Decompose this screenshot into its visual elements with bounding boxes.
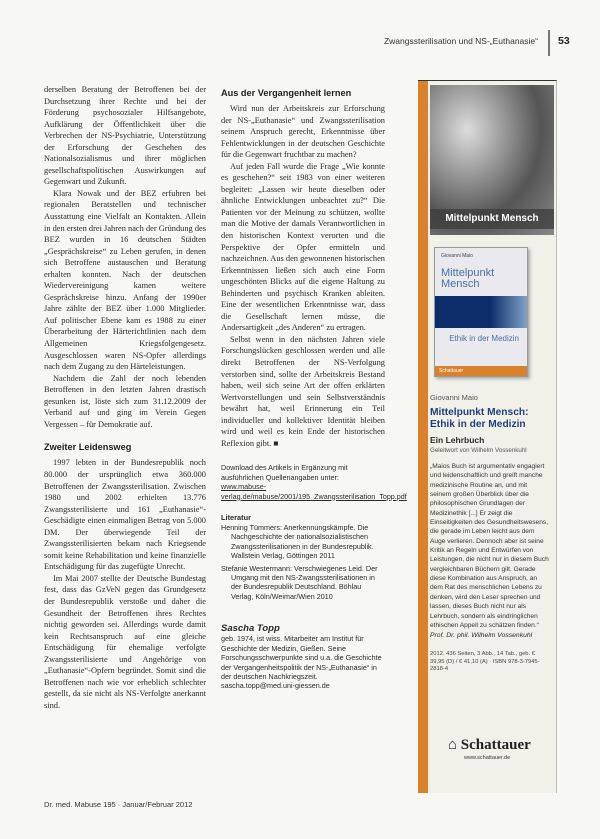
book-advertisement	[418, 80, 557, 793]
note-text: Download des Artikels in Ergänzung mit ausführlichen Quellenangaben unter:	[221, 463, 348, 482]
house-icon: ⌂	[448, 737, 458, 753]
ad-foreword: Geleitwort von Wilhelm Vossenkuhl	[430, 447, 527, 454]
ad-author: Giovanni Maio	[430, 393, 478, 402]
ad-subtitle: Ein Lehrbuch	[430, 435, 485, 445]
literature-item: Stefanie Westermann: Verschwiegenes Leid. Der Umgang mit den NS-Zwangssterilisationen in der Bundesrepublik Deutschland. Böhlau Verlag, Köln/Weimar/Wien 2010	[221, 563, 378, 601]
cover-author: Giovanni Maio	[441, 253, 473, 259]
bio-text: geb. 1974, ist wiss. Mitarbeiter am Institut für Geschichte der Medizin, Gießen. Seine Forschungsschwerpunkte sind u.a. die Geschichte der Vergangenheitspolitik der NS-„Euthanasie“ in der deutschen Nachkriegszeit.	[221, 634, 382, 681]
download-note	[221, 463, 407, 501]
publisher-url[interactable]: www.schattauer.de	[464, 755, 511, 761]
section-heading: Aus der Vergangenheit lernen	[221, 88, 352, 98]
logo-text: Schattauer	[460, 737, 531, 753]
download-link[interactable]: www.mabuse-verlag.de/mabuse/2001/195_Zwangssterilisation_Topp.pdf	[221, 482, 407, 501]
paragraph: Im Mai 2007 stellte der Deutsche Bundestag fest, dass das GzVeN gegen das Grundgesetz der Bundesrepublik verstoße und daher die Gesundheit der Betroffenen ihres Rechtes nichtig geworden sei. Allerdings wurde damit kein Rechtsanspruch auf eine gleiche Entschädigung für ehemalige verfolgte Zwangssterilisierte und Angehörige von „Euthanasie“-Opfern begründet. Somit sind die Betroffenen nach wie vor erheblich schlechter gestellt, da sie nicht als NS-Verfolgte anerkannt sind.	[44, 573, 206, 710]
literature-heading: Literatur	[221, 513, 251, 523]
author-email[interactable]: sascha.topp@med.uni-giessen.de	[221, 681, 330, 691]
running-title: Zwangssterilisation und NS-„Euthanasie“	[383, 36, 538, 46]
cover-title: Mittelpunkt Mensch	[441, 267, 495, 290]
accent-strip	[418, 81, 428, 793]
statue-caption: Mittelpunkt Mensch	[430, 209, 554, 229]
header-divider	[548, 30, 550, 56]
ad-text	[430, 393, 550, 673]
page-footer: Dr. med. Mabuse 195 · Januar/Februar 2012	[44, 800, 193, 809]
book-cover	[434, 247, 528, 377]
cover-image-band	[435, 296, 527, 328]
literature-item: Henning Tümmers: Anerkennungskämpfe. Die Nachgeschichte der nationalsozialistischen Zwangssterilisationen in der Bundesrepublik. Wallstein Verlag, Göttingen 2011	[221, 523, 374, 561]
paragraph: Auf jeden Fall wurde die Frage „Wie konnte es geschehen?“ seit 1983 von einer weiteren begleitet: „Lassen wir heute dieselben oder ähnliche Entwicklungen unbeachtet zu?“ Die Patienten vor der Meinung zu schützen, wollte man die Motive der damals Verantwortlichen in den historischen Kontext verorten und die Perspektive der Opfer ermitteln und nachzeichnen. Aus den gewonnenen historischen Erkenntnissen ließen sich auch eine Form ungeschönten Blicks auf die eigene Haltung zu Behinderten und psychisch Kranken ableiten. Eine der wesentlichen Erkenntnisse war, dass die Gesellschaft lernen müsse, die Andersartigkeit „des Anderen“ zu ertragen.	[221, 161, 385, 333]
ad-title: Mittelpunkt Mensch: Ethik in der Medizin	[430, 407, 529, 430]
ad-quote: „Maios Buch ist argumentativ engagiert und leidenschaftlich und greift manche medizinische Routine an, und mit seinem großen Überblick über die philosophischen Grundlagen der Medizinethik [...] Er zeigt die Einseitigkeiten des Gesundheitswesens, die gerade im Leben leicht aus dem Auge verlieren. Dennoch aber ist seine Kritik an Regeln und Entwürfen von Leistungen, die nicht nur in diesem Buch vergleichbaren Büchern gilt. Gerade diese Kombination aus Anspruch, an dem Rat des menschlichen Lebens zu denken, wird den Leser sprechen und lassen, dieses Buch nicht nur als Lehrbuch, sondern als eindringlichen ethischen Appell zu schätzen finden.“	[430, 463, 549, 629]
paragraph: Selbst wenn in den nächsten Jahren viele Forschungslücken geschlossen werden und alle direkt Betroffenen der NS-Verfolgung verstorben sind, sollte der Arbeitskreis Bestand haben, weil sich seine Art der offen erklärten Wertvorstellungen und sein Selbstverständnis bewährt hat, weil Erinnerung ein Teil individueller und kollektiver Identität bleiben wird und weil es kein Ende der historischen Reflexion gibt. ■	[221, 334, 385, 448]
cover-publisher: Schattauer	[435, 366, 527, 376]
article-column-2	[221, 84, 407, 691]
publisher-logo	[448, 737, 531, 754]
paragraph: Nachdem die Zahl der noch lebenden Betroffenen in den letzten Jahren drastisch gesunken ist, löste sich zum 31.12.2009 der Verband auf und ging im Verein Gegen Vergessen – für Demokratie auf.	[44, 373, 206, 429]
paragraph: Klara Nowak und der BEZ erfuhren bei regionalen Beratstellen und technischer Ausstattung eine Vielfalt an Kontakten. Allein in den ersten drei Jahren nach der Gründung des BEZ wurden in 16 deutschen Städten „Gesprächskreise“ zu Leben gerufen, in denen sich Betroffene austauschen und Beratung erhalten konnten. Nach der deutschen Wiedervereinigung kamen weitere Gesprächskreise hinzu. Anfang der 1990er Jahre zählte der BEZ über 1.000 Mitglieder. Auf politischer Ebene kam es 1988 zu einer Überarbeitung der Härterichtlinien nach dem Allgemeinen Kriegsfolgengesetz. Ausgeschlossen waren NS-Opfer allerdings nach dem Zugang zu den Härteleistungen.	[44, 188, 206, 372]
paragraph: Wird nun der Arbeitskreis zur Erforschung der NS-„Euthanasie“ und Zwangssterilisation seinem Anspruch gerecht, Erkenntnisse über Fehlentwicklungen in der deutschen Geschichte für die Gegenwart fruchtbar zu machen?	[221, 104, 385, 160]
article-column-1	[44, 84, 206, 711]
author-bio	[221, 634, 385, 690]
author-name: Sascha Topp	[221, 623, 280, 635]
ad-quote-signature: Prof. Dr. phil. Wilhelm Vossenkuhl	[430, 632, 533, 640]
paragraph: 1997 lebten in der Bundesrepublik noch 80.000 der ursprünglich etwa 360.000 Betroffenen der Zwangssterilisation. Zwischen 1980 und 2002 erhielten 13.776 Zwangssterilisierte und 161 „Euthanasie“-Geschädigte einen einmaligen Betrag von 5.000 DM. Der überwiegende Teil der Zwangssterilisierten bekam nach Kriegsende somit keine Rehabilitation und keine finanzielle Entschädigung für das zugefügte Unrecht.	[44, 458, 206, 572]
paragraph: derselben Beratung der Betroffenen bei der Durchsetzung ihrer Rechte und bei der Förderung psychosozialer Hilfsangebote, Aufklärung der Öffentlichkeit über die Verbrechen der NS-Psychiatrie, Unterstützung der Erforschung der Geschehen des Nationalsozialismus und ihrer möglichen gesellschaftspolitischen Auswirkungen auf Gegenwart und Zukunft.	[44, 85, 206, 187]
ad-book-info: 2012. 436 Seiten, 3 Abb., 14 Tab., geb. € 39,95 (D) / € 41,10 (A) · ISBN 978-3-7945-2818-4	[430, 651, 540, 672]
cover-subtitle: Ethik in der Medizin	[449, 334, 519, 343]
page-number: 53	[558, 35, 570, 47]
section-heading: Zweiter Leidensweg	[44, 442, 132, 453]
